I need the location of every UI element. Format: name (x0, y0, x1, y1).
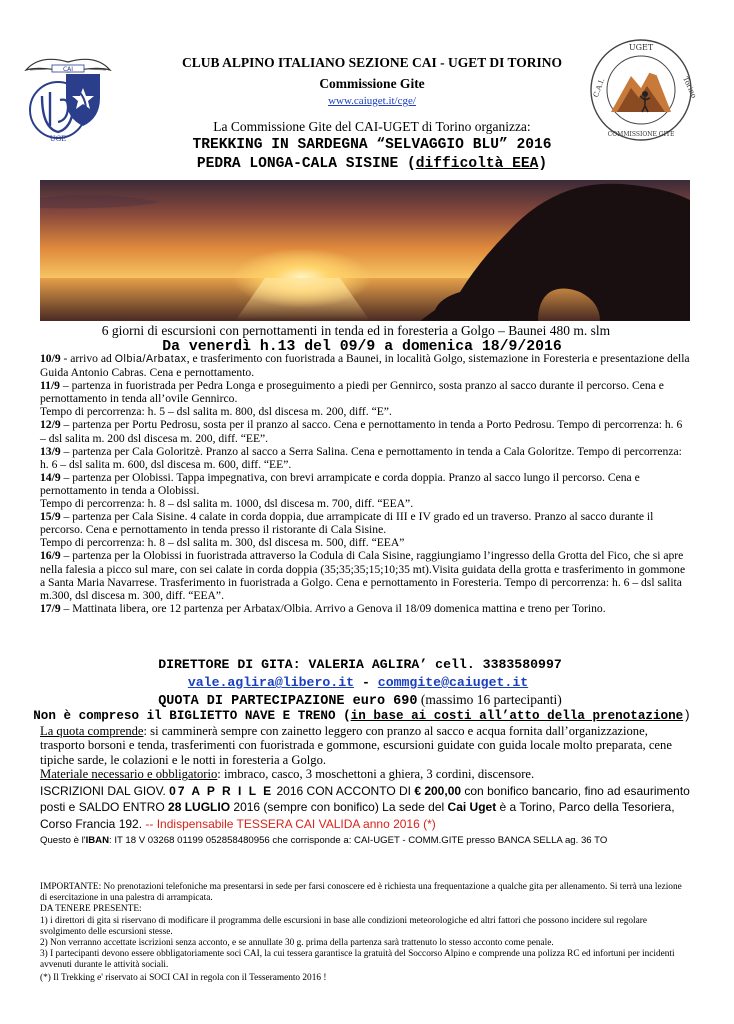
note-item: 2) Non verranno accettate iscrizioni senza acconto, e se annullate 30 g. prima della partenza sarà trattenuto lo stesso acconto come penale. (40, 938, 554, 949)
quota-label: QUOTA DI PARTECIPAZIONE euro 690 (158, 694, 418, 709)
note-item: 1) i direttori di gita si riservano di modificare il programma delle escursioni in base alle condizioni meteorologiche ed altri fattori che possono incidere sul regolare svolgimento delle escursioni stesse. (40, 915, 647, 937)
day-date: 11/9 (40, 379, 60, 393)
excluded-line: Non è compreso il BIGLIETTO NAVE E TRENO (in base ai costi all’atto della prenotazione) (33, 709, 691, 723)
required-membership: -- Indispensabile TESSERA CAI VALIDA anno 2016 (*) (145, 816, 436, 831)
intro-line: La Commissione Gite del CAI-UGET di Torino organizza: (213, 119, 531, 134)
daily-schedule (40, 352, 690, 615)
day-date: 15/9 (40, 510, 61, 524)
schedule-time: Tempo di percorrenza: h. 8 – dsl salita m. 1000, dsl discesa m. 700, diff. “EEA”. (40, 497, 414, 511)
trek-title: TREKKING IN SARDEGNA “SELVAGGIO BLU” 2016 (192, 137, 552, 153)
registration-info: ISCRIZIONI DAL GIOV. 07 A P R I L E 2016 CON ACCONTO DI € 200,00 con bonifico bancario, fino ad esaurimento posti e SALDO ENTRO 28 LUGLIO 2016 (sempre con bonifico) La sede del Cai Uget è a Torino, Parco della Tesoriera, Corso Francia 192. -- Indispensabile TESSERA CAI VALIDA anno 2016 (*) (40, 783, 690, 831)
contact-emails: vale.aglira@libero.it - commgite@caiuget.it (187, 675, 529, 690)
commission-name: Commissione Gite (319, 76, 425, 91)
trip-director: DIRETTORE DI GITA: VALERIA AGLIRA’ cell. 3383580997 (158, 657, 562, 672)
director-email-link[interactable]: vale.aglira@libero.it (187, 675, 355, 690)
important-note: IMPORTANTE: No prenotazioni telefoniche ma presentarsi in sede per farsi conoscere ed è richiesta una frequentazione a qualche gita per allenamento. Si terrà una lezione di esercitazione in una palestra di arrampicata. (40, 882, 682, 904)
logo-ring-left: C.A.I. (591, 77, 607, 99)
route-prefix: PEDRA LONGA-CALA SISINE ( (196, 156, 416, 172)
schedule-day: 11/9 – partenza in fuoristrada per Pedra Longa e proseguimento a piedi per Gennirco, sosta pranzo al sacco durante il percorso. Cena e pernottamento in tenda all’ovile Gennirco. (40, 379, 664, 406)
notes-heading: DA TENERE PRESENTE: (40, 904, 142, 915)
day-date: 16/9 (40, 549, 61, 563)
route-difficulty: difficoltà EEA (415, 156, 539, 172)
schedule-day: 15/9 – partenza per Cala Sisine. 4 calate in corda doppia, due arrampicate di III e IV grado ed un traverso. Pranzo al sacco durante il percorso. Cena e pernottamento in tenda presso il ristorante di Cala Sisine. (40, 510, 654, 537)
schedule-day: 12/9 – partenza per Portu Pedrosu, sosta per il pranzo al sacco. Cena e pernottamento in tenda a Porto Pedrosu. Tempo di percorrenza: h. 6 – dsl salita m. 200 dsl discesa m. 200, diff. “EE”. (40, 418, 683, 445)
schedule-time: Tempo di percorrenza: h. 5 – dsl salita m. 800, dsl discesa m. 200, diff. “E”. (40, 405, 392, 419)
schedule-day: 14/9 – partenza per Olobissi. Tappa impegnativa, con brevi arrampicate e corda doppia. Pranzo al sacco lungo il percorso. Cena e pernottamento in tenda a Olobissi. (40, 470, 640, 497)
route-title (10, 156, 734, 172)
schedule-day: 13/9 – partenza per Cala Goloritzè. Pranzo al sacco a Serra Salina. Cena e pernottamento in tenda a Cala Goloritze. Tempo di percorrenza: h. 6 – dsl salita m. 600, dsl discesa m. 600, diff. “EE”. (40, 444, 682, 471)
note-item: 3) I partecipanti devono essere obbligatoriamente soci CAI, la cui tessera garantisce la gratuità del Soccorso Alpino e comprende una polizza RC ed infortuni per incidenti avvenuti durante le attività sociali. (40, 949, 675, 971)
day-date: 10/9 (40, 352, 61, 365)
website-link[interactable]: www.caiuget.it/cge/ (328, 95, 416, 107)
schedule-day: 16/9 – partenza per la Olobissi in fuoristrada attraverso la Codula di Cala Sisine, raggiungiamo l’ingresso della Grotta del Fico, che si apre nella falesia a picco sul mare, con sei calate in corda doppia (35;35;35;15;10;35 mt).Visita guidata della grotta e trasferimento in gommone a Santa Maria Navarrese. Trasferimento in fuoristrada a Golgo. Cena e pernottamento in Foresteria. Tempo di percorrenza: h. 6 – dsl salita m.300, dsl discesa m. 300, diff. “EEA”. (40, 549, 686, 602)
day-date: 14/9 (40, 470, 61, 484)
logo-ring-right: Torino (681, 75, 699, 100)
arrival-ports: Olbia/Arbatax (114, 353, 187, 365)
day-date: 12/9 (40, 418, 61, 432)
quota-includes: La quota comprende: si camminerà sempre con zainetto leggero con pranzo al sacco e acqua fornita dall’organizzazione, trasporto borsoni e tenda, trasferimenti con fuoristrada e gommone, escursioni guidate con guida locale molto preparata, cene tipiche sarde, le colazioni e le notti in foresteria a Golgo. (40, 724, 672, 767)
equipment-required: Materiale necessario e obbligatorio: imbraco, casco, 3 moschettoni a ghiera, 3 cordini, discensore. (40, 767, 535, 782)
trip-summary: 6 giorni di escursioni con pernottamenti in tenda ed in foresteria a Golgo – Baunei 480 m. slm (101, 323, 611, 338)
logo-badge-text: CAI (62, 66, 74, 73)
iban-line: Questo è l'IBAN: IT 18 V 03268 01199 052858480956 che corrisponde a: CAI-UGET - COMM.GITE presso BANCA SELLA ag. 36 TO (40, 835, 608, 847)
schedule-day: 17/9 – Mattinata libera, ore 12 partenza per Arbatax/Olbia. Arrivo a Genova il 18/09 domenica mattina e treno per Torino. (40, 601, 606, 615)
schedule-day: 10/9 - arrivo ad Olbia/Arbatax, e trasferimento con fuoristrada a Baunei, in località Golgo, sistemazione in Foresteria e presentazione della Guida Antonio Cabras. Cena e pernottamento. (40, 352, 690, 380)
footer-note: (*) Il Trekking e' riservato ai SOCI CAI in regola con il Tesseramento 2016 ! (40, 972, 327, 983)
quota-line (0, 692, 722, 709)
schedule-time: Tempo di percorrenza: h. 8 – dsl salita m. 300, dsl discesa m. 500, diff. “EEA” (40, 536, 405, 550)
logo-ring-bottom: COMMISSIONE GITE (607, 131, 675, 138)
quota-note: (massimo 16 partecipanti) (417, 692, 562, 707)
route-suffix: ) (538, 156, 548, 172)
day-date: 13/9 (40, 444, 61, 458)
logo-ring-top: UGET (628, 43, 654, 52)
day-date: 17/9 (40, 601, 61, 615)
details-block (40, 724, 690, 848)
club-title: CLUB ALPINO ITALIANO SEZIONE CAI - UGET DI TORINO (181, 55, 563, 70)
trip-dates: Da venerdì h.13 del 09/9 a domenica 18/9/2016 (162, 339, 562, 355)
notes-block (40, 882, 690, 984)
sunset-photo (40, 180, 690, 321)
commission-email-link[interactable]: commgite@caiuget.it (377, 675, 529, 690)
logo-monogram: UGE (49, 135, 67, 143)
